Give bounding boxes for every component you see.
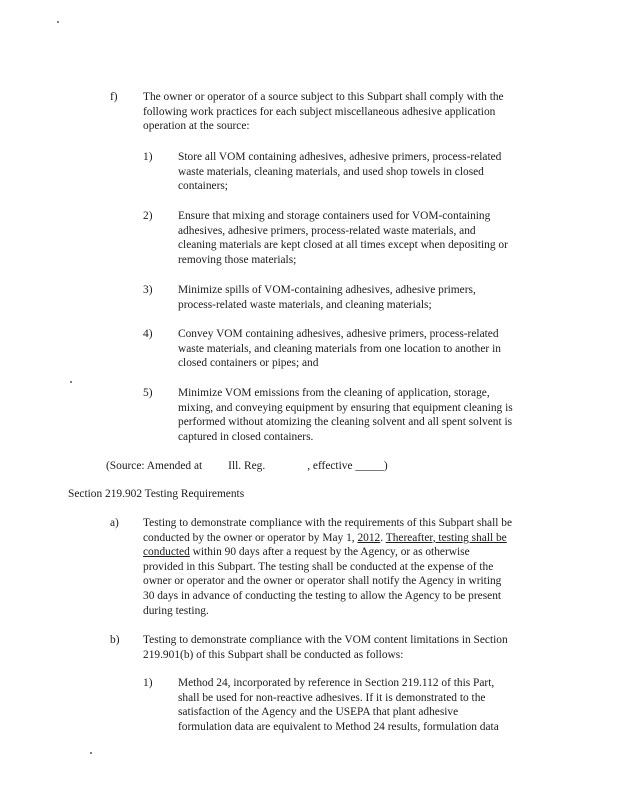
text-line: Minimize spills of VOM-containing adhesives, adhesive primers, bbox=[178, 284, 476, 296]
text-line: removing those materials; bbox=[178, 253, 297, 266]
inserted-text: conducted bbox=[143, 546, 190, 559]
sub-1-label: 1) bbox=[143, 677, 153, 689]
item-1-number: 1) bbox=[143, 151, 153, 163]
para-a-label: a) bbox=[110, 517, 119, 529]
scan-speck bbox=[70, 381, 72, 383]
text-line: satisfaction of the Agency and the USEPA that plant adhesive bbox=[178, 706, 459, 719]
source-blank: _____ bbox=[355, 460, 384, 472]
text-line: Ensure that mixing and storage containers used for VOM-containing bbox=[178, 210, 491, 222]
text-line: Method 24, incorporated by reference in Section 219.112 of this Part, bbox=[178, 677, 495, 689]
para-b-label: b) bbox=[110, 634, 120, 646]
text-line: 30 days in advance of conducting the testing to allow the Agency to be present bbox=[143, 589, 502, 602]
text-line: conducted within 90 days after a request by the Agency, or as otherwise bbox=[143, 546, 470, 559]
text-line: during testing. bbox=[143, 604, 209, 617]
item-2-text bbox=[178, 209, 508, 267]
item-3-text bbox=[178, 283, 476, 312]
text-line: The owner or operator of a source subject to this Subpart shall comply with the bbox=[143, 91, 504, 103]
text-line: Store all VOM containing adhesives, adhesive primers, process-related bbox=[178, 151, 502, 163]
text-line: performed without atomizing the cleaning solvent and all spent solvent is bbox=[178, 416, 513, 429]
scan-speck bbox=[57, 21, 59, 23]
source-effective: , effective bbox=[307, 460, 353, 472]
item-4-text bbox=[178, 327, 501, 371]
sub-1-text bbox=[178, 676, 499, 734]
text-line: formulation data are equivalent to Method 24 results, formulation data bbox=[178, 720, 499, 733]
text-line: Testing to demonstrate compliance with the VOM content limitations in Section bbox=[143, 634, 508, 646]
source-note bbox=[106, 459, 388, 474]
text-line: cleaning materials are kept closed at all times except when depositing or bbox=[178, 239, 508, 252]
text-line: Testing to demonstrate compliance with the requirements of this Subpart shall be bbox=[143, 517, 512, 529]
section-f-text bbox=[143, 90, 504, 134]
source-reg: Ill. Reg. bbox=[228, 460, 266, 472]
inserted-text: Thereafter, testing shall be bbox=[385, 531, 507, 544]
item-2-number: 2) bbox=[143, 210, 153, 222]
text-line: adhesives, adhesive primers, process-related waste materials, and bbox=[178, 224, 476, 237]
para-a-text bbox=[143, 516, 512, 618]
text-line: conducted by the owner or operator by May 1, 2012. Thereafter, testing shall be bbox=[143, 531, 507, 544]
text-line: waste materials, and cleaning materials from one location to another in bbox=[178, 342, 501, 355]
text-line: provided in this Subpart. The testing shall be conducted at the expense of the bbox=[143, 560, 494, 573]
item-1-text bbox=[178, 150, 501, 194]
text-line: process-related waste materials, and cleaning materials; bbox=[178, 298, 432, 311]
text-line: 219.901(b) of this Subpart shall be conducted as follows: bbox=[143, 648, 404, 661]
text-line: shall be used for non-reactive adhesives. If it is demonstrated to the bbox=[178, 691, 486, 704]
source-close: ) bbox=[383, 460, 388, 472]
text-line: mixing, and conveying equipment by ensuring that equipment cleaning is bbox=[178, 401, 513, 414]
text-line: containers; bbox=[178, 180, 228, 193]
source-prefix: (Source: Amended at bbox=[106, 460, 203, 472]
item-5-text bbox=[178, 386, 513, 444]
item-5-number: 5) bbox=[143, 387, 153, 399]
section-heading: Section 219.902 Testing Requirements bbox=[68, 488, 245, 500]
item-3-number: 3) bbox=[143, 284, 153, 296]
item-4-number: 4) bbox=[143, 328, 153, 340]
text-line: operation at the source: bbox=[143, 120, 250, 133]
text-line: closed containers or pipes; and bbox=[178, 357, 319, 370]
text-line: following work practices for each subject miscellaneous adhesive application bbox=[143, 105, 496, 118]
amended-year: 2012 bbox=[357, 531, 381, 544]
scan-speck bbox=[90, 752, 92, 754]
text-line: Minimize VOM emissions from the cleaning of application, storage, bbox=[178, 387, 490, 399]
text-line: waste materials, cleaning materials, and used shop towels in closed bbox=[178, 165, 484, 178]
text-line: captured in closed containers. bbox=[178, 430, 314, 443]
text-line: Convey VOM containing adhesives, adhesive primers, process-related bbox=[178, 328, 499, 340]
para-b-text bbox=[143, 633, 508, 662]
text-line: owner or operator and the owner or operator shall notify the Agency in writing bbox=[143, 575, 502, 588]
section-f-label: f) bbox=[110, 91, 118, 103]
